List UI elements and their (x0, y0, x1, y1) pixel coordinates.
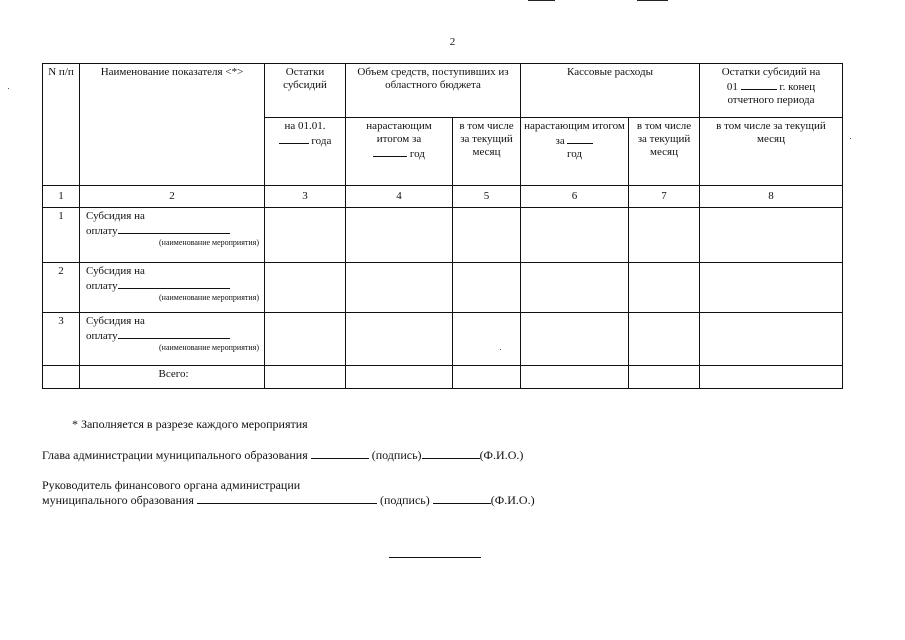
cell-empty (700, 208, 843, 263)
cell-empty (346, 208, 453, 263)
sub-date-a: на 01.01. (284, 120, 326, 132)
row-hint: (наименование мероприятия) (159, 238, 259, 247)
footnote: * Заполняется в разрезе каждого мероприятия (72, 417, 308, 431)
sub-date (265, 118, 346, 186)
top-rule-left (528, 0, 555, 1)
header-n: N п/п (43, 64, 80, 186)
scan-speck (500, 349, 501, 350)
cell-empty (700, 313, 843, 366)
header-cash: Кассовые расходы (521, 64, 700, 118)
col-num-6: 6 (521, 186, 629, 208)
cell-empty (700, 263, 843, 313)
table-row (43, 263, 843, 313)
sub-cash-month: в том числе за текущий месяц (629, 118, 700, 186)
row-number: 2 (43, 263, 80, 313)
cell-empty (265, 208, 346, 263)
sub-vol-cum (346, 118, 453, 186)
cell-empty (629, 208, 700, 263)
page-number: 2 (449, 36, 456, 48)
cell-empty (700, 366, 843, 389)
cell-empty (453, 208, 521, 263)
row-hint: (наименование мероприятия) (159, 293, 259, 302)
header-rest-end (700, 64, 843, 118)
signature-finance-role-2: муниципального образования (42, 493, 194, 507)
col-num-2: 2 (80, 186, 265, 208)
signature-head-role: Глава администрации муниципального образования (42, 448, 308, 462)
sub-rest-month: в том числе за текущий месяц (700, 118, 843, 186)
signature-finance-name-label: (Ф.И.О.) (490, 493, 535, 507)
sub-cash-cum-b: год (566, 148, 583, 160)
row-hint: (наименование мероприятия) (159, 343, 259, 352)
cell-empty (521, 313, 629, 366)
sub-cash-cum (521, 118, 629, 186)
row-oplata: оплату (86, 280, 118, 292)
cell-empty (453, 263, 521, 313)
header-rest: Остатки субсидий (265, 64, 346, 118)
row-label (80, 263, 265, 313)
cell-empty (346, 313, 453, 366)
sub-vol-cum-b: год (409, 148, 425, 160)
row-label (80, 313, 265, 366)
row-number: 3 (43, 313, 80, 366)
cell-empty (453, 313, 521, 366)
cell-empty (43, 366, 80, 389)
sub-vol-month: в том числе за текущий месяц (453, 118, 521, 186)
cell-empty (346, 263, 453, 313)
total-label: Всего: (80, 366, 265, 389)
cell-empty (265, 263, 346, 313)
total-row (43, 366, 843, 389)
table-row (43, 313, 843, 366)
cell-empty (629, 366, 700, 389)
table-row (43, 208, 843, 263)
sub-cash-cum-a: нарастающим итогом за (524, 120, 625, 147)
signature-finance (42, 478, 535, 507)
header-rest-end-c: г. конец отчетного периода (727, 81, 816, 106)
scan-speck (8, 88, 9, 89)
signature-finance-sign-label: (подпись) (379, 493, 430, 507)
column-numbers-row (43, 186, 843, 208)
cell-empty (346, 366, 453, 389)
cell-empty (629, 263, 700, 313)
signature-head-name-label: (Ф.И.О.) (479, 448, 524, 462)
col-num-8: 8 (700, 186, 843, 208)
cell-empty (265, 313, 346, 366)
cell-empty (265, 366, 346, 389)
cell-empty (453, 366, 521, 389)
bottom-rule (389, 557, 481, 558)
cell-empty (521, 263, 629, 313)
row-label (80, 208, 265, 263)
header-rest-end-b: 01 (726, 81, 738, 93)
subsidy-report-table (42, 63, 843, 389)
row-oplata: оплату (86, 330, 118, 342)
col-num-5: 5 (453, 186, 521, 208)
signature-head-sign-label: (подпись) (371, 448, 422, 462)
header-rest-end-a: Остатки субсидий на (721, 66, 821, 78)
cell-empty (521, 366, 629, 389)
col-num-7: 7 (629, 186, 700, 208)
row-number: 1 (43, 208, 80, 263)
row-oplata: оплату (86, 225, 118, 237)
col-num-3: 3 (265, 186, 346, 208)
col-num-1: 1 (43, 186, 80, 208)
row-title: Субсидия на (86, 210, 145, 222)
scan-speck (850, 138, 851, 139)
row-title: Субсидия на (86, 265, 145, 277)
header-row-1 (43, 64, 843, 118)
top-rule-right (637, 0, 668, 1)
cell-empty (629, 313, 700, 366)
cell-empty (521, 208, 629, 263)
row-title: Субсидия на (86, 315, 145, 327)
header-volume: Объем средств, поступивших из областного бюджета (346, 64, 521, 118)
header-name: Наименование показателя <*> (80, 64, 265, 186)
sub-vol-cum-a: нарастающим итогом за (366, 120, 432, 145)
sub-date-b: года (311, 135, 332, 147)
signature-finance-role-1: Руководитель финансового органа администрации (42, 478, 301, 492)
signature-head (42, 447, 523, 462)
col-num-4: 4 (346, 186, 453, 208)
